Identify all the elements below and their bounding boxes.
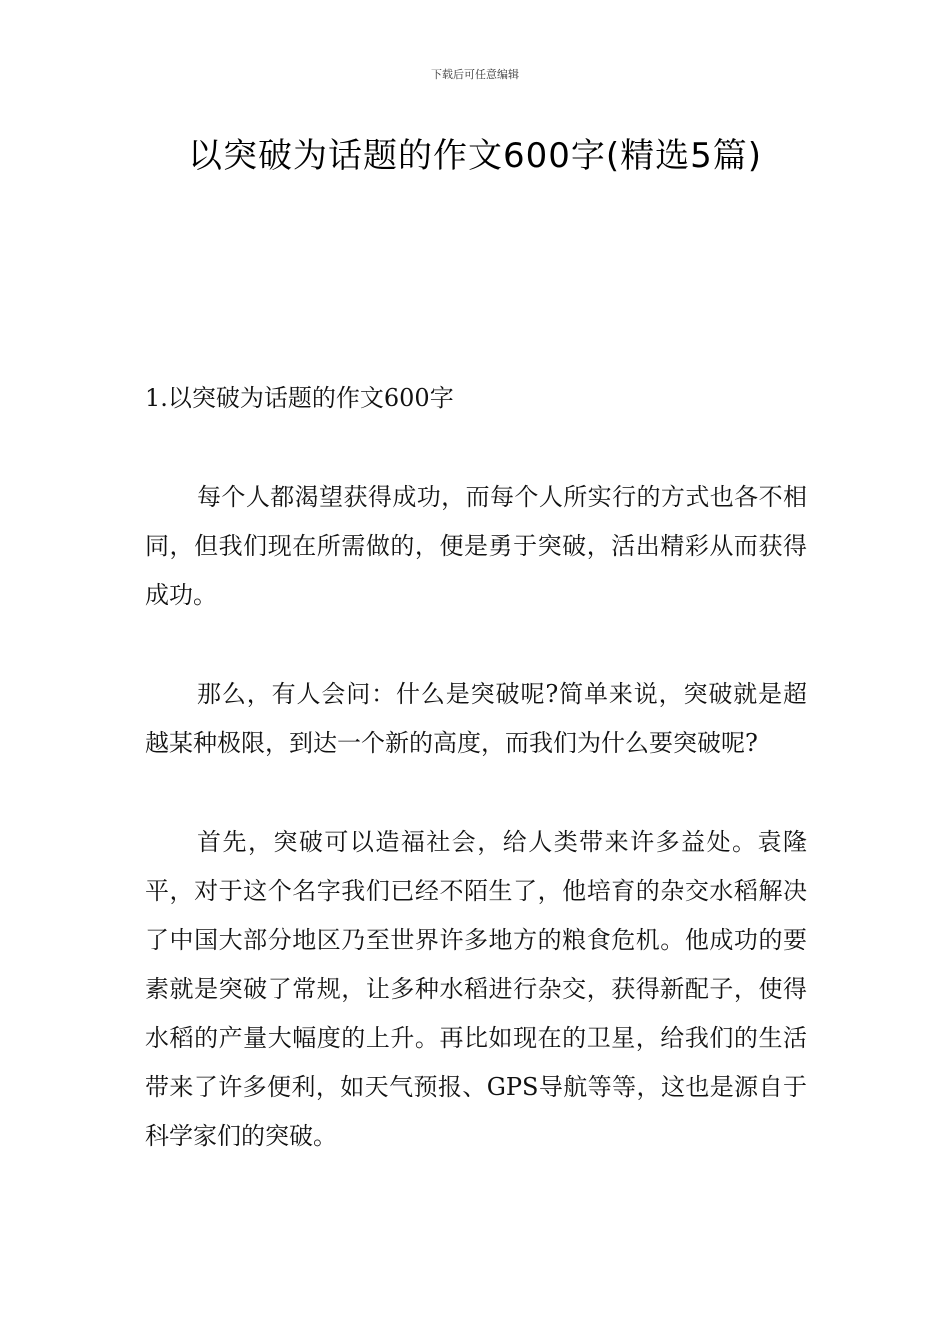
document-title: 以突破为话题的作文600字(精选5篇) xyxy=(187,136,763,176)
header-note: 下载后可任意编辑 xyxy=(431,68,519,81)
document-body xyxy=(145,374,807,1161)
paragraph: 首先，突破可以造福社会，给人类带来许多益处。袁隆平，对于这个名字我们已经不陌生了，他培育的杂交水稻解决了中国大部分地区乃至世界许多地方的粮食危机。他成功的要素就是突破了常规，让多种水稻进行杂交，获得新配子，使得水稻的产量大幅度的上升。再比如现在的卫星，给我们的生活带来了许多便利，如天气预报、GPS导航等等，这也是源自于科学家们的突破。 xyxy=(145,828,807,1150)
paragraph: 每个人都渴望获得成功，而每个人所实行的方式也各不相同，但我们现在所需做的，便是勇于突破，活出精彩从而获得成功。 xyxy=(145,483,807,609)
paragraph: 那么，有人会问：什么是突破呢?简单来说，突破就是超越某种极限，到达一个新的高度，而我们为什么要突破呢? xyxy=(145,680,807,757)
section-heading: 1.以突破为话题的作文600字 xyxy=(145,384,454,412)
